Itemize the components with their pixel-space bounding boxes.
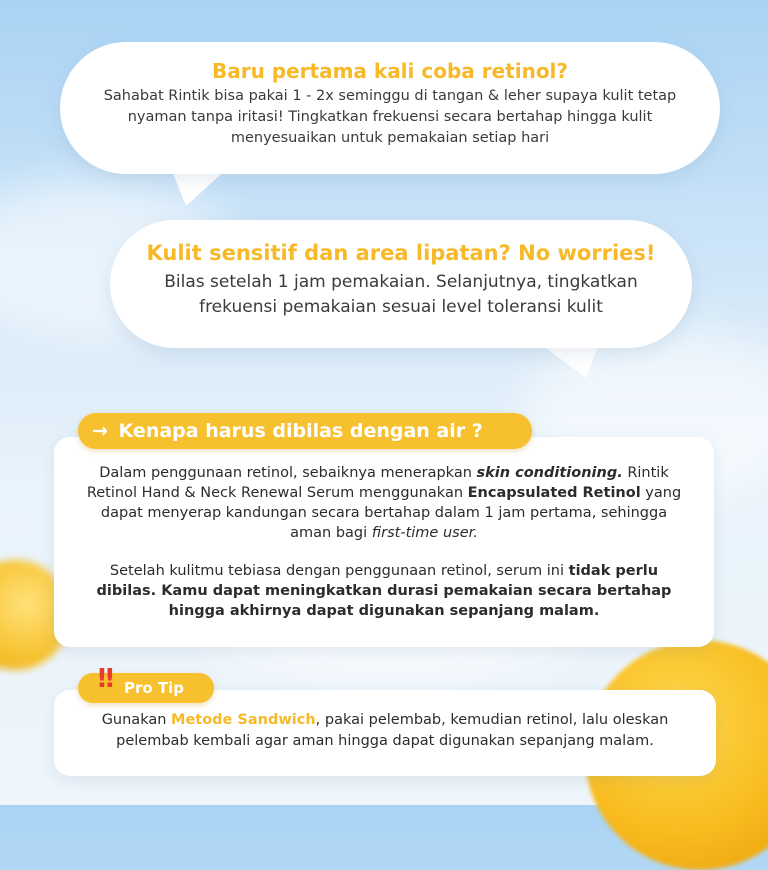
italic-text: first-time user. bbox=[371, 525, 478, 541]
double-exclamation-icon: !! bbox=[96, 664, 112, 694]
highlight-text: Metode Sandwich bbox=[171, 712, 316, 728]
explanation-paragraph-1 bbox=[84, 463, 684, 543]
explanation-paragraph-2 bbox=[84, 561, 684, 621]
emphasis-text: skin conditioning. bbox=[476, 465, 623, 481]
emphasis-text: Encapsulated Retinol bbox=[467, 485, 641, 501]
pro-tip-label: Pro Tip bbox=[124, 679, 185, 697]
bubble-title: Kulit sensitif dan area lipatan? No worries! bbox=[146, 241, 656, 265]
text-span: Rintik Retinol Hand & Neck Renewal Serum menggunakan bbox=[86, 465, 669, 501]
text-span: Gunakan bbox=[101, 712, 172, 728]
text-span: , pakai pelembab, kemudian retinol, lalu oleskan pelembab kembali agar aman hingga dapat digunakan sepanjang malam. bbox=[116, 712, 669, 749]
bubble-body: Sahabat Rintik bisa pakai 1 - 2x seminggu di tangan & leher supaya kulit tetap nyaman tanpa iritasi! Tingkatkan frekuensi secara bertahap hingga kulit menyesuaikan untuk pemakaian setiap hari bbox=[103, 88, 677, 146]
bubble-body: Bilas setelah 1 jam pemakaian. Selanjutnya, tingkatkan frekuensi pemakaian sesuai level toleransi kulit bbox=[164, 272, 638, 317]
section-heading-pill bbox=[78, 413, 532, 449]
speech-bubble-first-time bbox=[60, 42, 720, 174]
text-span: yang dapat menyerap kandungan secara bertahap dalam 1 jam pertama, sehingga aman bagi bbox=[100, 485, 682, 541]
speech-bubble-sensitive-skin bbox=[110, 220, 692, 348]
text-span: Dalam penggunaan retinol, sebaiknya menerapkan bbox=[99, 465, 477, 481]
emphasis-text: tidak perlu dibilas. Kamu dapat meningkatkan durasi pemakaian secara bertahap hingga akhirnya dapat digunakan sepanjang malam. bbox=[96, 563, 672, 619]
bubble-title: Baru pertama kali coba retinol? bbox=[211, 59, 569, 83]
explanation-card bbox=[54, 437, 714, 647]
arrow-right-icon: → bbox=[92, 420, 108, 442]
text-span: Setelah kulitmu tebiasa dengan penggunaan retinol, serum ini bbox=[109, 563, 569, 579]
section-heading: Kenapa harus dibilas dengan air ? bbox=[118, 420, 483, 442]
